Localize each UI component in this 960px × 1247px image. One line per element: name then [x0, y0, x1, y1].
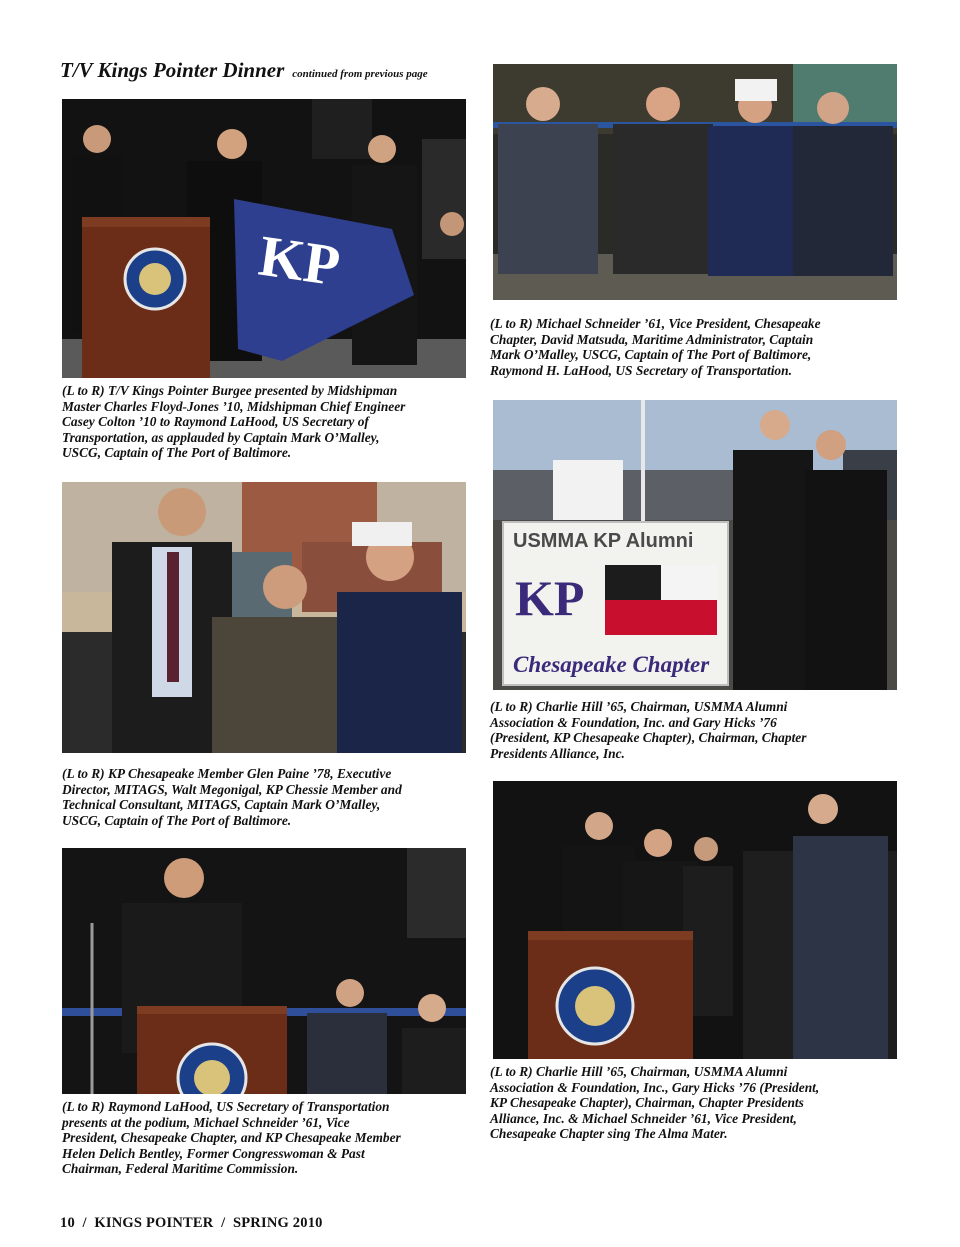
banner-logo: KP: [515, 570, 585, 626]
flag-letters: KP: [255, 222, 344, 299]
photo-alumni-banner: [493, 400, 897, 690]
photo-lahood-podium: [62, 848, 466, 1094]
photo-glen-paine: [62, 482, 466, 753]
caption-alma-mater: (L to R) Charlie Hill ’65, Chairman, USMMA Alumni Association & Foundation, Inc., Gary Hicks ’76 (President, KP Chesapeake Chapter), Chairman, Chapter Presidents Alliance, Inc. & Michael Schneider ’61, Vice President, Chesapeake Chapter sing The Alma Mater.: [490, 1064, 820, 1142]
photo-burgee-presentation: [62, 99, 466, 378]
caption-burgee: (L to R) T/V Kings Pointer Burgee presented by Midshipman Master Charles Floyd-Jones ’10, Midshipman Chief Engineer Casey Colton ’10 to Raymond LaHood, US Secretary of Transportation, as applauded by Captain Mark O’Malley, USCG, Captain of The Port of Baltimore.: [62, 383, 406, 461]
caption-lahood-podium: (L to R) Raymond LaHood, US Secretary of Transportation presents at the podium, Michael Schneider ’61, Vice President, Chesapeake Chapter, and KP Chesapeake Member Helen Delich Bentley, Former Congresswoman & Past Chairman, Federal Maritime Commission.: [62, 1099, 401, 1177]
page-header: [60, 58, 428, 83]
continued-note: continued from previous page: [292, 68, 428, 80]
article-title: T/V Kings Pointer Dinner: [60, 58, 285, 82]
caption-glen-paine: (L to R) KP Chesapeake Member Glen Paine ’78, Executive Director, MITAGS, Walt Megonigal, KP Chessie Member and Technical Consultant, MITAGS, Captain Mark O’Malley, USCG, Captain of The Port of Baltimore.: [62, 766, 402, 828]
caption-seated-row: (L to R) Michael Schneider ’61, Vice President, Chesapeake Chapter, David Matsuda, Maritime Administrator, Captain Mark O’Malley, USCG, Captain of The Port of Baltimore, Raymond H. LaHood, US Secretary of Transportation.: [490, 316, 821, 378]
page-footer: 10 / KINGS POINTER / SPRING 2010: [60, 1215, 323, 1231]
caption-alumni-banner: (L to R) Charlie Hill ’65, Chairman, USMMA Alumni Association & Foundation, Inc. and Gary Hicks ’76 (President, KP Chesapeake Chapter), Chairman, Chapter Presidents Alliance, Inc.: [490, 699, 807, 761]
banner-title: USMMA KP Alumni: [513, 530, 694, 552]
photo-alma-mater: [493, 781, 897, 1059]
banner-subtitle: Chesapeake Chapter: [513, 652, 710, 677]
photo-seated-row: [493, 64, 897, 300]
